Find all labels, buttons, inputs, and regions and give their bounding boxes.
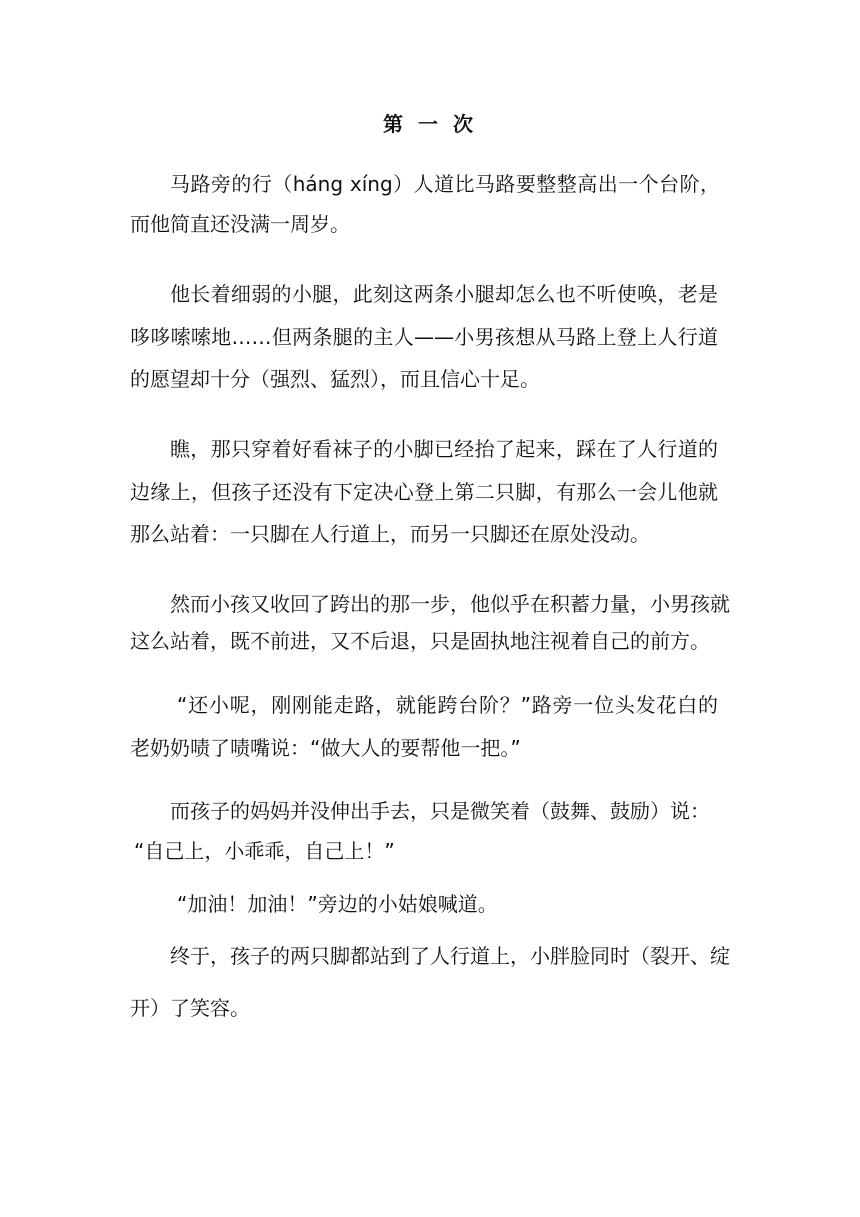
text-line: 的愿望却十分（强烈、猛烈），而且信心十足。: [130, 367, 540, 391]
text-line: 哆哆嗦嗦地……但两条腿的主人——小男孩想从马路上登上人行道: [130, 325, 718, 349]
text-line: 开）了笑容。: [130, 996, 250, 1020]
text-line: “还小呢，刚刚能走路，就能跨台阶？”路旁一位头发花白的: [177, 693, 718, 717]
text-line: 而他简直还没满一周岁。: [130, 212, 350, 236]
text-line: 而孩子的妈妈并没伸出手去，只是微笑着（鼓舞、鼓励）说：: [170, 799, 710, 823]
text-line: 瞧，那只穿着好看袜子的小脚已经抬了起来，踩在了人行道的: [170, 437, 718, 461]
text-line: 边缘上，但孩子还没有下定决心登上第二只脚，有那么一会儿他就: [130, 480, 718, 504]
page-title: 第 一 次: [383, 112, 477, 136]
text-line: 他长着细弱的小腿，此刻这两条小腿却怎么也不听使唤，老是: [170, 282, 718, 306]
text-line: “加油！加油！”旁边的小姑娘喊道。: [177, 892, 498, 916]
text-line: 老奶奶啧了啧嘴说：“做大人的要帮他一把。”: [130, 736, 521, 760]
text-line: 然而小孩又收回了跨出的那一步，他似乎在积蓄力量，小男孩就: [170, 592, 730, 616]
text-line: “自己上，小乖乖，自己上！”: [134, 839, 395, 863]
text-line: 终于，孩子的两只脚都站到了人行道上，小胖脸同时（裂开、绽: [170, 944, 730, 968]
text-line: 马路旁的行（háng xíng）人道比马路要整整高出一个台阶，: [170, 172, 720, 196]
text-line: 那么站着：一只脚在人行道上，而另一只脚还在原处没动。: [130, 522, 650, 546]
text-line: 这么站着，既不前进，又不后退，只是固执地注视着自己的前方。: [130, 629, 710, 653]
